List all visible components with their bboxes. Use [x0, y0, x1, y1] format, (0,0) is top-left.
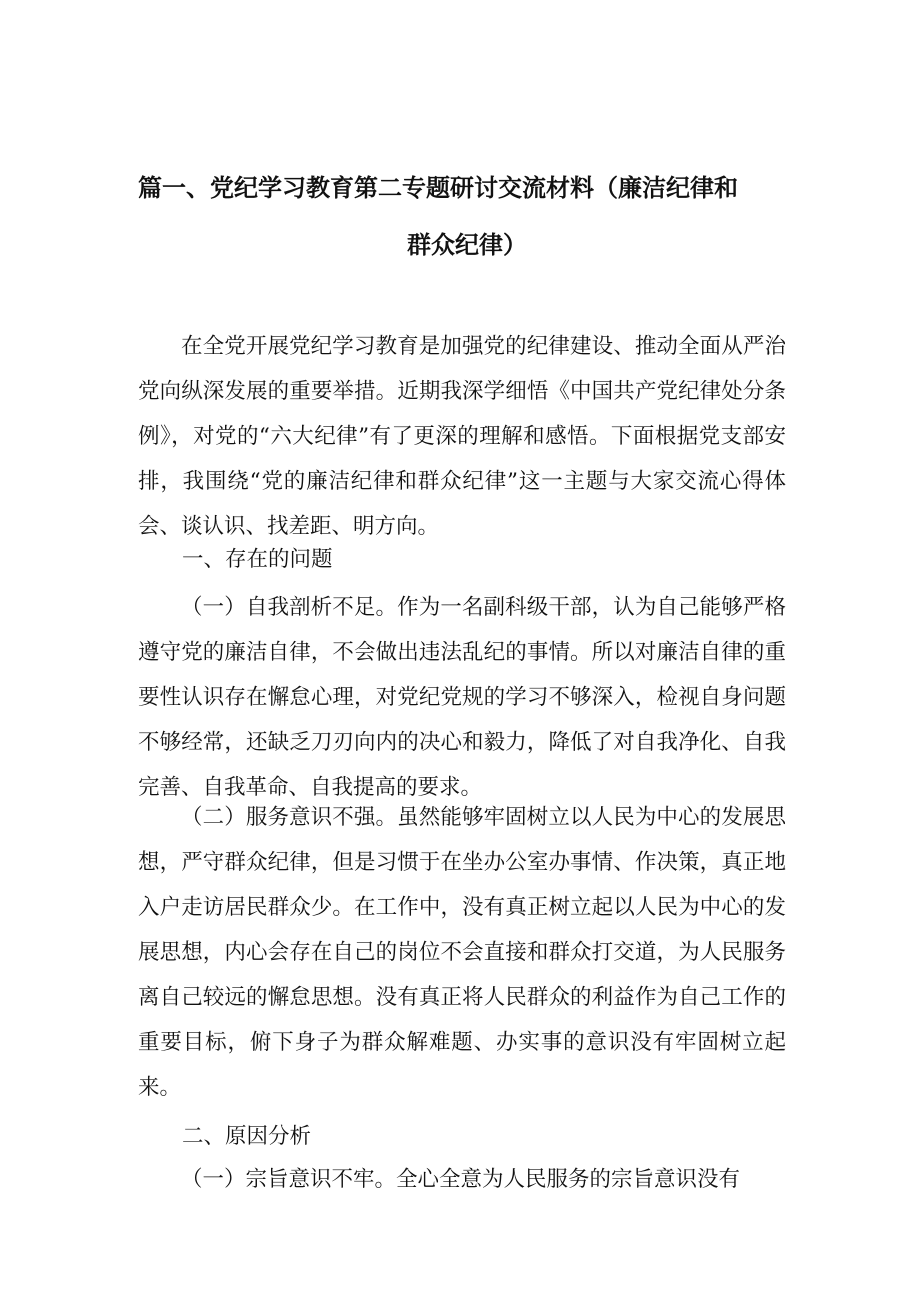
document-title-line-1: 篇一、党纪学习教育第二专题研讨交流材料（廉洁纪律和: [138, 174, 738, 202]
problem-item-2-paragraph: （二）服务意识不强。虽然能够牢固树立以人民为中心的发展思想，严守群众纪律，但是习惯于在坐办公室办事情、作决策，真正地入户走访居民群众少。在工作中，没有真正树立起以人民为中心的发展思想，内心会存在自己的岗位不会直接和群众打交道，为人民服务离自己较远的懈怠思想。没有真正将人民群众的利益作为自己工作的重要目标，俯下身子为群众解难题、办实事的意识没有牢固树立起来。: [138, 805, 786, 1100]
intro-paragraph: 在全党开展党纪学习教育是加强党的纪律建设、推动全面从严治党向纵深发展的重要举措。近期我深学细悟《中国共产党纪律处分条例》，对党的“六大纪律”有了更深的理解和感悟。下面根据党支部安排，我围绕“党的廉洁纪律和群众纪律”这一主题与大家交流心得体会、谈认识、找差距、明方向。: [138, 334, 786, 539]
section-heading-problems: 一、存在的问题: [182, 547, 333, 572]
cause-item-1-paragraph: （一）宗旨意识不牢。全心全意为人民服务的宗旨意识没有: [181, 1167, 741, 1192]
section-heading-causes: 二、原因分析: [182, 1124, 312, 1149]
document-title-line-2: 群众纪律）: [407, 231, 527, 259]
problem-item-1-paragraph: （一）自我剖析不足。作为一名副科级干部，认为自己能够严格遵守党的廉洁自律，不会做出违法乱纪的事情。所以对廉洁自律的重要性认识存在懈怠心理，对党纪党规的学习不够深入，检视自身问题不够经常，还缺乏刀刃向内的决心和毅力，降低了对自我净化、自我完善、自我革命、自我提高的要求。: [138, 595, 786, 800]
